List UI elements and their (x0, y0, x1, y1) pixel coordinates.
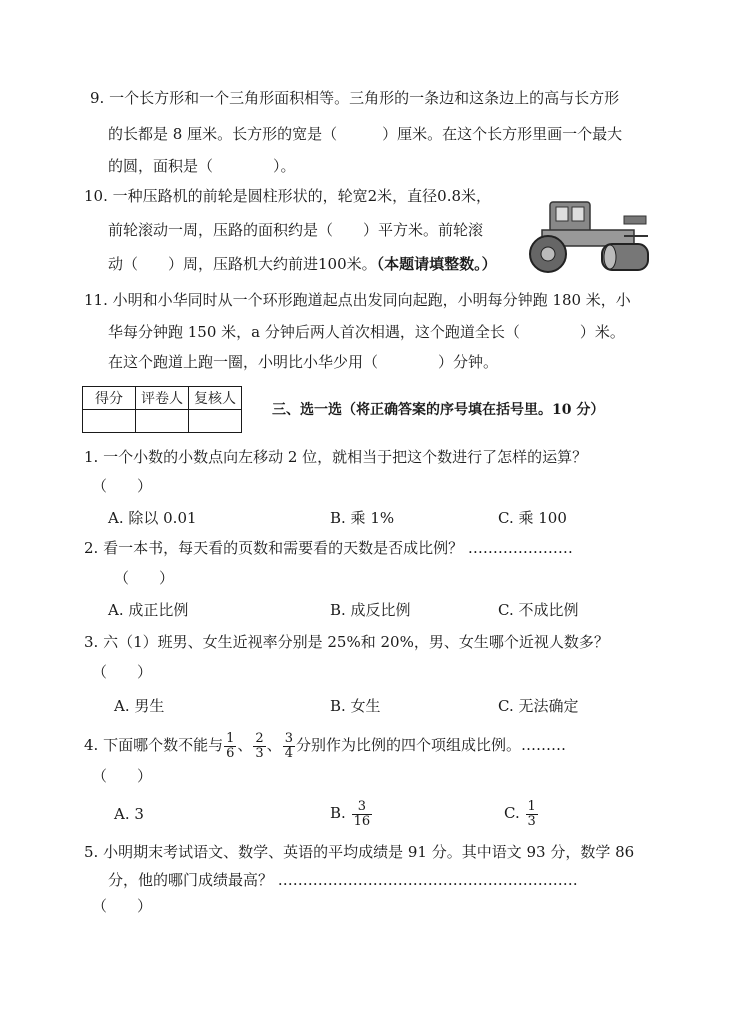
choice-4-stem-end: 分别作为比例的四个项组成比例。……… (295, 736, 566, 754)
choice-5-answer-paren[interactable]: （ ） (92, 897, 153, 915)
q10-note: （本题请填整数。） (376, 255, 497, 273)
q11-line-1: 11. 小明和小华同时从一个环形跑道起点出发同向起跑，小明每分钟跑 180 米，小 (84, 291, 631, 309)
choice-2-option-a: A. 成正比例 (108, 601, 189, 619)
q9-line-2: 的长都是 8 厘米。长方形的宽是（ ）厘米。在这个长方形里画一个最大 (108, 125, 623, 143)
q10-line-3-text: 动（ ）周，压路机大约前进100米。 (108, 255, 377, 273)
fraction-denominator: 4 (284, 745, 293, 761)
option-c-label: C. (504, 804, 520, 822)
choice-3-answer-paren[interactable]: （ ） (92, 663, 153, 681)
choice-5-line-1: 5. 小明期末考试语文、数学、英语的平均成绩是 91 分。其中语文 93 分，数学 86 (84, 843, 635, 861)
fraction-numerator: 3 (352, 800, 373, 815)
fraction-denominator: 6 (226, 745, 235, 761)
q10-line-3 (108, 254, 497, 274)
choice-3-option-c: C. 无法确定 (498, 697, 579, 715)
choice-5-line-2: 分，他的哪门成绩最高？ …………………………………………………… (108, 871, 578, 889)
separator: 、 (266, 736, 282, 754)
choice-3-option-a: A. 男生 (114, 697, 165, 715)
grader-cell[interactable] (136, 410, 189, 433)
q10-line-1: 10. 一种压路机的前轮是圆柱形状的，轮宽2米，直径0.8米， (84, 187, 492, 205)
choice-2-option-b: B. 成反比例 (330, 601, 411, 619)
fraction-three-sixteenths (352, 800, 373, 829)
score-header: 得分 (83, 387, 136, 410)
choice-2-option-c: C. 不成比例 (498, 601, 579, 619)
option-b-label: B. (330, 804, 346, 822)
fraction-two-thirds (253, 732, 265, 761)
grader-header: 评卷人 (136, 387, 189, 410)
choice-4-answer-paren[interactable]: （ ） (92, 767, 153, 785)
choice-2-stem: 2. 看一本书，每天看的页数和需要看的天数是否成比例？ ………………… (84, 539, 573, 557)
q9-line-1: 9. 一个长方形和一个三角形面积相等。三角形的一条边和这条边上的高与长方形 (90, 89, 620, 107)
choice-1-option-b: B. 乘 1% (330, 509, 395, 527)
q11-line-2: 华每分钟跑 150 米，a 分钟后两人首次相遇，这个跑道全长（ ）米。 (108, 323, 625, 341)
fraction-denominator: 3 (255, 745, 264, 761)
fraction-three-quarters (283, 732, 295, 761)
q9-line-3: 的圆，面积是（ ）。 (108, 157, 296, 175)
separator: 、 (237, 736, 253, 754)
choice-4-stem (84, 728, 566, 762)
q11-line-3: 在这个跑道上跑一圈，小明比小华少用（ ）分钟。 (108, 353, 499, 371)
choice-4-option-c (504, 796, 539, 830)
choice-4-option-a: A. 3 (114, 805, 144, 823)
section-3-title: 三、选一选（将正确答案的序号填在括号里。10 分） (272, 402, 605, 418)
fraction-denominator: 3 (527, 813, 536, 829)
choice-1-answer-paren[interactable]: （ ） (92, 477, 153, 495)
choice-3-option-b: B. 女生 (330, 697, 381, 715)
choice-4-stem-start: 4. 下面哪个数不能与 (84, 736, 224, 754)
choice-1-stem: 1. 一个小数的小数点向左移动 2 位，就相当于把这个数进行了怎样的运算？ (84, 448, 588, 466)
score-cell[interactable] (83, 410, 136, 433)
fraction-denominator: 16 (353, 813, 371, 829)
fraction-numerator: 3 (284, 730, 293, 746)
fraction-numerator: 1 (226, 730, 235, 746)
q10-line-2: 前轮滚动一周，压路的面积约是（ ）平方米。前轮滚 (108, 221, 484, 239)
choice-3-stem: 3. 六（1）班男、女生近视率分别是 25%和 20%，男、女生哪个近视人数多？ (84, 633, 609, 651)
fraction-one-sixth (224, 732, 236, 761)
fraction-numerator: 2 (255, 730, 264, 746)
reviewer-cell[interactable] (189, 410, 242, 433)
road-roller-image (528, 196, 656, 276)
fraction-numerator: 1 (527, 798, 536, 814)
choice-2-answer-paren[interactable]: （ ） (114, 569, 175, 587)
score-table (82, 386, 242, 433)
reviewer-header: 复核人 (189, 387, 242, 410)
fraction-one-third (526, 800, 538, 829)
choice-4-option-b (330, 796, 373, 830)
choice-1-option-c: C. 乘 100 (498, 509, 567, 527)
choice-1-option-a: A. 除以 0.01 (108, 509, 197, 527)
